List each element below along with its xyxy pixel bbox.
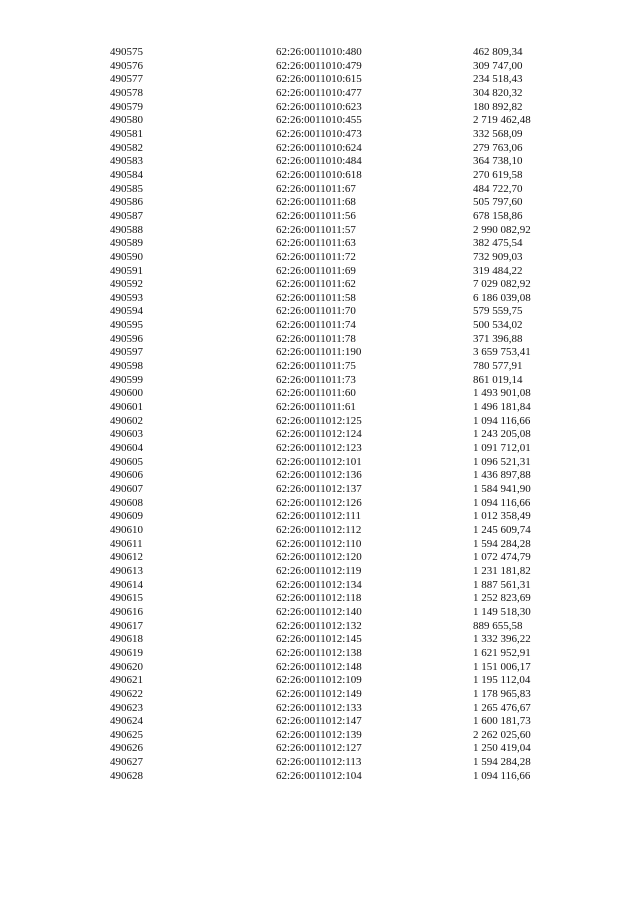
cadastral-value-cell: 1 151 006,17 bbox=[473, 660, 531, 673]
cadastral-value-cell: 1 621 952,91 bbox=[473, 646, 531, 659]
cadastral-number-cell: 62:26:0011012:126 bbox=[276, 496, 362, 509]
cadastral-value-cell: 1 195 112,04 bbox=[473, 674, 531, 687]
table-row bbox=[110, 565, 540, 579]
cadastral-number-cell: 62:26:0011011:63 bbox=[276, 237, 356, 250]
cadastral-value-cell: 364 738,10 bbox=[473, 155, 523, 168]
table-row bbox=[110, 620, 540, 634]
table-row bbox=[110, 401, 540, 415]
cadastral-value-cell: 579 559,75 bbox=[473, 305, 523, 318]
table-row bbox=[110, 224, 540, 238]
cadastral-number-cell: 62:26:0011012:111 bbox=[276, 510, 361, 523]
cadastral-value-cell: 270 619,58 bbox=[473, 168, 523, 181]
record-number-cell: 490612 bbox=[110, 551, 143, 564]
record-number-cell: 490611 bbox=[110, 537, 143, 550]
record-number-cell: 490587 bbox=[110, 209, 143, 222]
cadastral-value-cell: 1 094 116,66 bbox=[473, 496, 531, 509]
table-row bbox=[110, 415, 540, 429]
cadastral-value-cell: 1 243 205,08 bbox=[473, 428, 531, 441]
cadastral-value-cell: 2 990 082,92 bbox=[473, 223, 531, 236]
record-number-cell: 490614 bbox=[110, 578, 143, 591]
cadastral-number-cell: 62:26:0011012:134 bbox=[276, 578, 362, 591]
cadastral-number-cell: 62:26:0011012:140 bbox=[276, 605, 362, 618]
cadastral-number-cell: 62:26:0011011:74 bbox=[276, 319, 356, 332]
cadastral-number-cell: 62:26:0011011:61 bbox=[276, 401, 356, 414]
cadastral-value-cell: 1 250 419,04 bbox=[473, 742, 531, 755]
cadastral-number-cell: 62:26:0011011:62 bbox=[276, 278, 356, 291]
table-row bbox=[110, 483, 540, 497]
record-number-cell: 490585 bbox=[110, 182, 143, 195]
record-number-cell: 490590 bbox=[110, 250, 143, 263]
table-row bbox=[110, 128, 540, 142]
cadastral-number-cell: 62:26:0011011:58 bbox=[276, 291, 356, 304]
cadastral-number-cell: 62:26:0011011:68 bbox=[276, 196, 356, 209]
cadastral-number-cell: 62:26:0011011:60 bbox=[276, 387, 356, 400]
cadastral-value-cell: 382 475,54 bbox=[473, 237, 523, 250]
cadastral-number-cell: 62:26:0011012:133 bbox=[276, 701, 362, 714]
cadastral-value-cell: 304 820,32 bbox=[473, 86, 523, 99]
record-number-cell: 490593 bbox=[110, 291, 143, 304]
cadastral-value-cell: 1 012 358,49 bbox=[473, 510, 531, 523]
cadastral-number-cell: 62:26:0011012:124 bbox=[276, 428, 362, 441]
table-row bbox=[110, 756, 540, 770]
cadastral-number-cell: 62:26:0011011:75 bbox=[276, 360, 356, 373]
table-row bbox=[110, 729, 540, 743]
table-row bbox=[110, 155, 540, 169]
cadastral-number-cell: 62:26:0011011:67 bbox=[276, 182, 356, 195]
record-number-cell: 490628 bbox=[110, 769, 143, 782]
table-row bbox=[110, 742, 540, 756]
cadastral-number-cell: 62:26:0011012:120 bbox=[276, 551, 362, 564]
record-number-cell: 490609 bbox=[110, 510, 143, 523]
cadastral-value-cell: 1 178 965,83 bbox=[473, 687, 531, 700]
cadastral-number-cell: 62:26:0011010:623 bbox=[276, 100, 362, 113]
record-number-cell: 490610 bbox=[110, 523, 143, 536]
cadastral-value-cell: 1 091 712,01 bbox=[473, 442, 531, 455]
table-row bbox=[110, 661, 540, 675]
cadastral-number-cell: 62:26:0011010:615 bbox=[276, 73, 362, 86]
record-number-cell: 490621 bbox=[110, 674, 143, 687]
record-number-cell: 490583 bbox=[110, 155, 143, 168]
cadastral-value-cell: 1 594 284,28 bbox=[473, 537, 531, 550]
record-number-cell: 490620 bbox=[110, 660, 143, 673]
record-number-cell: 490576 bbox=[110, 59, 143, 72]
table-row bbox=[110, 278, 540, 292]
record-number-cell: 490586 bbox=[110, 196, 143, 209]
cadastral-number-cell: 62:26:0011012:110 bbox=[276, 537, 362, 550]
table-row bbox=[110, 456, 540, 470]
cadastral-value-cell: 1 594 284,28 bbox=[473, 756, 531, 769]
record-number-cell: 490589 bbox=[110, 237, 143, 250]
cadastral-value-cell: 1 496 181,84 bbox=[473, 401, 531, 414]
record-number-cell: 490606 bbox=[110, 469, 143, 482]
cadastral-value-cell: 1 094 116,66 bbox=[473, 769, 531, 782]
cadastral-number-cell: 62:26:0011010:479 bbox=[276, 59, 362, 72]
cadastral-value-cell: 2 719 462,48 bbox=[473, 114, 531, 127]
record-number-cell: 490599 bbox=[110, 373, 143, 386]
table-row bbox=[110, 469, 540, 483]
cadastral-number-cell: 62:26:0011012:145 bbox=[276, 633, 362, 646]
record-number-cell: 490598 bbox=[110, 360, 143, 373]
table-row bbox=[110, 770, 540, 784]
cadastral-value-cell: 484 722,70 bbox=[473, 182, 523, 195]
cadastral-number-cell: 62:26:0011012:136 bbox=[276, 469, 362, 482]
table-row bbox=[110, 251, 540, 265]
table-row bbox=[110, 292, 540, 306]
table-row bbox=[110, 319, 540, 333]
table-row bbox=[110, 333, 540, 347]
cadastral-number-cell: 62:26:0011012:139 bbox=[276, 728, 362, 741]
table-row bbox=[110, 497, 540, 511]
cadastral-value-cell: 500 534,02 bbox=[473, 319, 523, 332]
table-row bbox=[110, 183, 540, 197]
cadastral-number-cell: 62:26:0011011:57 bbox=[276, 223, 356, 236]
cadastral-value-cell: 1 436 897,88 bbox=[473, 469, 531, 482]
cadastral-number-cell: 62:26:0011010:618 bbox=[276, 168, 362, 181]
cadastral-value-cell: 1 332 396,22 bbox=[473, 633, 531, 646]
table-row bbox=[110, 387, 540, 401]
table-row bbox=[110, 647, 540, 661]
record-number-cell: 490619 bbox=[110, 646, 143, 659]
cadastral-number-cell: 62:26:0011012:147 bbox=[276, 715, 362, 728]
cadastral-number-cell: 62:26:0011011:56 bbox=[276, 209, 356, 222]
record-number-cell: 490627 bbox=[110, 756, 143, 769]
table-row bbox=[110, 114, 540, 128]
cadastral-value-cell: 1 887 561,31 bbox=[473, 578, 531, 591]
record-number-cell: 490625 bbox=[110, 728, 143, 741]
table-row bbox=[110, 674, 540, 688]
record-number-cell: 490607 bbox=[110, 483, 143, 495]
record-number-cell: 490613 bbox=[110, 564, 143, 577]
table-row bbox=[110, 237, 540, 251]
cadastral-number-cell: 62:26:0011012:138 bbox=[276, 646, 362, 659]
table-row bbox=[110, 579, 540, 593]
record-number-cell: 490604 bbox=[110, 442, 143, 455]
record-number-cell: 490579 bbox=[110, 100, 143, 113]
record-number-cell: 490615 bbox=[110, 592, 143, 605]
record-number-cell: 490592 bbox=[110, 278, 143, 291]
record-number-cell: 490603 bbox=[110, 428, 143, 441]
cadastral-value-cell: 1 252 823,69 bbox=[473, 592, 531, 605]
cadastral-number-cell: 62:26:0011011:70 bbox=[276, 305, 356, 318]
record-number-cell: 490617 bbox=[110, 619, 143, 632]
cadastral-number-cell: 62:26:0011011:78 bbox=[276, 332, 356, 345]
cadastral-number-cell: 62:26:0011010:477 bbox=[276, 86, 362, 99]
cadastral-value-cell: 371 396,88 bbox=[473, 332, 523, 345]
cadastral-value-cell: 1 094 116,66 bbox=[473, 414, 531, 427]
cadastral-number-cell: 62:26:0011010:624 bbox=[276, 141, 362, 154]
record-number-cell: 490595 bbox=[110, 319, 143, 332]
table-row bbox=[110, 592, 540, 606]
cadastral-number-cell: 62:26:0011012:109 bbox=[276, 674, 362, 687]
cadastral-value-cell: 1 493 901,08 bbox=[473, 387, 531, 400]
cadastral-value-cell: 1 245 609,74 bbox=[473, 523, 531, 536]
cadastral-value-cell: 1 072 474,79 bbox=[473, 551, 531, 564]
cadastral-number-cell: 62:26:0011010:484 bbox=[276, 155, 362, 168]
record-number-cell: 490623 bbox=[110, 701, 143, 714]
cadastral-value-cell: 234 518,43 bbox=[473, 73, 523, 86]
table-row bbox=[110, 142, 540, 156]
cadastral-value-cell: 309 747,00 bbox=[473, 59, 523, 72]
record-number-cell: 490580 bbox=[110, 114, 143, 127]
table-row bbox=[110, 169, 540, 183]
cadastral-number-cell: 62:26:0011012:112 bbox=[276, 523, 362, 536]
cadastral-value-cell: 462 809,34 bbox=[473, 46, 523, 58]
record-number-cell: 490577 bbox=[110, 73, 143, 86]
record-number-cell: 490600 bbox=[110, 387, 143, 400]
record-number-cell: 490575 bbox=[110, 46, 143, 58]
cadastral-number-cell: 62:26:0011011:190 bbox=[276, 346, 362, 359]
record-number-cell: 490584 bbox=[110, 168, 143, 181]
table-row bbox=[110, 210, 540, 224]
table-row bbox=[110, 428, 540, 442]
record-number-cell: 490601 bbox=[110, 401, 143, 414]
table-row bbox=[110, 346, 540, 360]
table-row bbox=[110, 196, 540, 210]
table-row bbox=[110, 87, 540, 101]
table-row bbox=[110, 442, 540, 456]
cadastral-value-cell: 861 019,14 bbox=[473, 373, 523, 386]
record-number-cell: 490608 bbox=[110, 496, 143, 509]
record-number-cell: 490618 bbox=[110, 633, 143, 646]
table-row bbox=[110, 606, 540, 620]
cadastral-value-cell: 2 262 025,60 bbox=[473, 728, 531, 741]
cadastral-value-cell: 6 186 039,08 bbox=[473, 291, 531, 304]
table-row bbox=[110, 73, 540, 87]
cadastral-number-cell: 62:26:0011012:104 bbox=[276, 769, 362, 782]
record-number-cell: 490597 bbox=[110, 346, 143, 359]
record-number-cell: 490594 bbox=[110, 305, 143, 318]
cadastral-value-cell: 1 584 941,90 bbox=[473, 483, 531, 495]
record-number-cell: 490626 bbox=[110, 742, 143, 755]
cadastral-value-cell: 279 763,06 bbox=[473, 141, 523, 154]
record-number-cell: 490616 bbox=[110, 605, 143, 618]
cadastral-number-cell: 62:26:0011012:127 bbox=[276, 742, 362, 755]
cadastral-number-cell: 62:26:0011010:480 bbox=[276, 46, 362, 58]
table-row bbox=[110, 715, 540, 729]
cadastral-number-cell: 62:26:0011010:455 bbox=[276, 114, 362, 127]
record-number-cell: 490582 bbox=[110, 141, 143, 154]
record-number-cell: 490622 bbox=[110, 687, 143, 700]
cadastral-value-cell: 180 892,82 bbox=[473, 100, 523, 113]
cadastral-value-cell: 332 568,09 bbox=[473, 127, 523, 140]
table-row bbox=[110, 538, 540, 552]
cadastral-number-cell: 62:26:0011012:125 bbox=[276, 414, 362, 427]
cadastral-value-cell: 780 577,91 bbox=[473, 360, 523, 373]
table-row bbox=[110, 305, 540, 319]
record-number-cell: 490596 bbox=[110, 332, 143, 345]
cadastral-number-cell: 62:26:0011012:137 bbox=[276, 483, 362, 495]
cadastral-number-cell: 62:26:0011011:73 bbox=[276, 373, 356, 386]
cadastral-value-cell: 319 484,22 bbox=[473, 264, 523, 277]
table-row bbox=[110, 374, 540, 388]
table-row bbox=[110, 360, 540, 374]
cadastral-value-cell: 7 029 082,92 bbox=[473, 278, 531, 291]
table-row bbox=[110, 60, 540, 74]
cadastral-number-cell: 62:26:0011012:119 bbox=[276, 564, 362, 577]
cadastral-number-cell: 62:26:0011011:72 bbox=[276, 250, 356, 263]
table-row bbox=[110, 633, 540, 647]
cadastral-value-cell: 505 797,60 bbox=[473, 196, 523, 209]
table-row bbox=[110, 551, 540, 565]
record-number-cell: 490578 bbox=[110, 86, 143, 99]
table-row bbox=[110, 46, 540, 60]
record-number-cell: 490591 bbox=[110, 264, 143, 277]
table-row bbox=[110, 265, 540, 279]
table-row bbox=[110, 702, 540, 716]
cadastral-value-cell: 1 231 181,82 bbox=[473, 564, 531, 577]
table-row bbox=[110, 524, 540, 538]
record-number-cell: 490624 bbox=[110, 715, 143, 728]
cadastral-number-cell: 62:26:0011012:123 bbox=[276, 442, 362, 455]
cadastral-number-cell: 62:26:0011012:113 bbox=[276, 756, 362, 769]
cadastral-value-cell: 3 659 753,41 bbox=[473, 346, 531, 359]
cadastral-number-cell: 62:26:0011012:118 bbox=[276, 592, 362, 605]
cadastral-value-cell: 732 909,03 bbox=[473, 250, 523, 263]
record-number-cell: 490581 bbox=[110, 127, 143, 140]
cadastral-number-cell: 62:26:0011012:132 bbox=[276, 619, 362, 632]
record-number-cell: 490605 bbox=[110, 455, 143, 468]
record-number-cell: 490602 bbox=[110, 414, 143, 427]
record-number-cell: 490588 bbox=[110, 223, 143, 236]
table-row bbox=[110, 510, 540, 524]
table-row bbox=[110, 688, 540, 702]
cadastral-value-cell: 889 655,58 bbox=[473, 619, 523, 632]
cadastral-number-cell: 62:26:0011012:148 bbox=[276, 660, 362, 673]
cadastral-value-cell: 1 096 521,31 bbox=[473, 455, 531, 468]
cadastral-number-cell: 62:26:0011012:149 bbox=[276, 687, 362, 700]
cadastral-number-cell: 62:26:0011011:69 bbox=[276, 264, 356, 277]
table-row bbox=[110, 101, 540, 115]
cadastral-number-cell: 62:26:0011010:473 bbox=[276, 127, 362, 140]
cadastral-value-cell: 1 149 518,30 bbox=[473, 605, 531, 618]
cadastral-value-table bbox=[110, 46, 540, 783]
cadastral-value-cell: 1 600 181,73 bbox=[473, 715, 531, 728]
cadastral-value-cell: 678 158,86 bbox=[473, 209, 523, 222]
cadastral-value-cell: 1 265 476,67 bbox=[473, 701, 531, 714]
cadastral-number-cell: 62:26:0011012:101 bbox=[276, 455, 362, 468]
